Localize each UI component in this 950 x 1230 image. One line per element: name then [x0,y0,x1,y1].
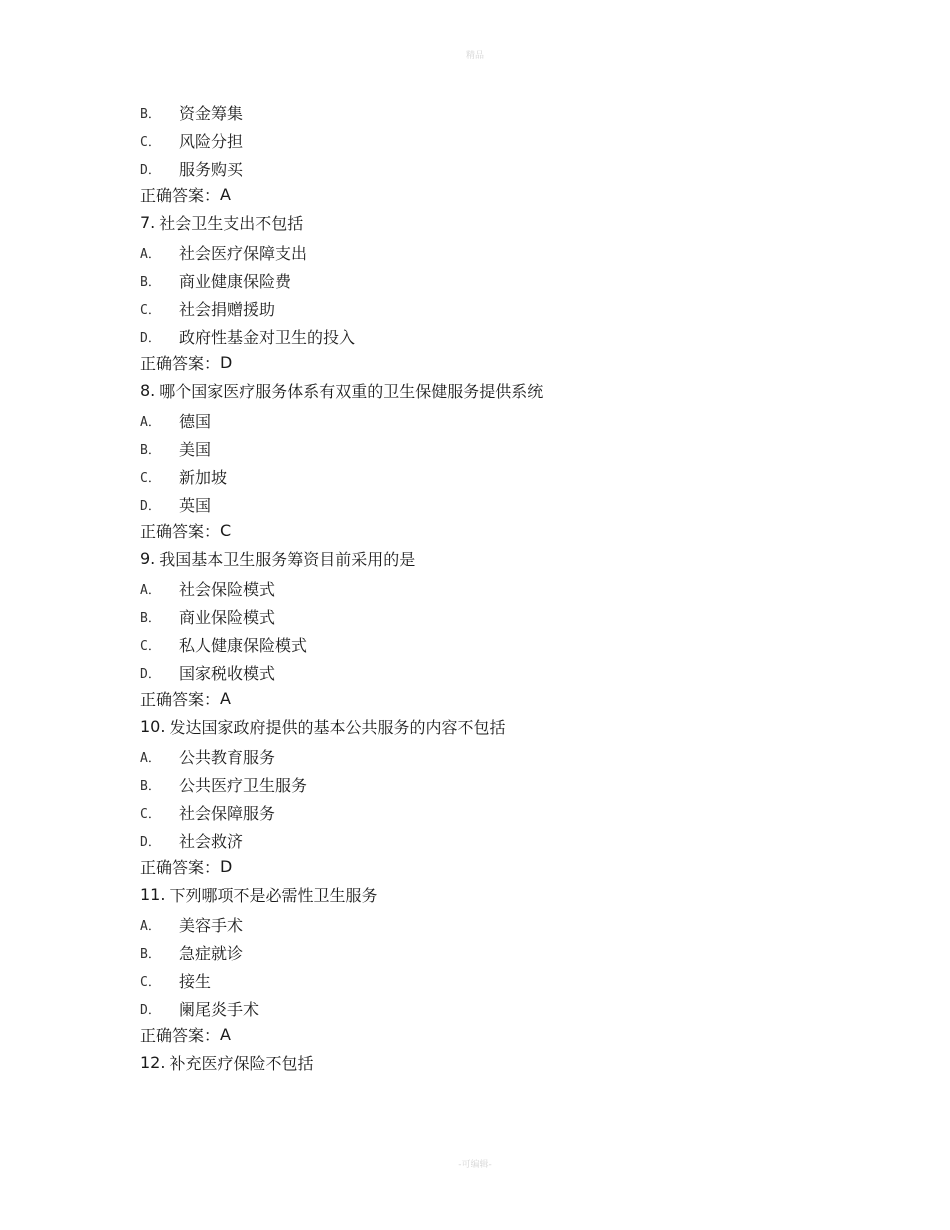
option-letter: B． [140,274,161,290]
question-number: 11. [140,884,166,904]
answer-value: C [220,520,232,540]
option-text: 商业保险模式 [179,607,276,627]
question-text: 下列哪项不是必需性卫生服务 [169,885,378,905]
option-item [140,770,840,798]
answer-label: 正确答案： [140,185,221,205]
answer-label: 正确答案： [140,521,221,541]
question-list [140,98,840,1078]
option-item [140,826,840,854]
option-letter: B． [140,610,161,626]
option-item [140,434,840,462]
option-text: 国家税收模式 [179,663,276,683]
option-item [140,462,840,490]
option-letter: C． [140,134,161,150]
question-number: 7. [140,212,156,232]
question-text: 我国基本卫生服务筹资目前采用的是 [159,549,416,569]
option-text: 公共医疗卫生服务 [179,775,308,795]
question-title [140,1046,840,1078]
option-text: 社会保障服务 [179,803,276,823]
option-letter: C． [140,806,161,822]
question-text: 社会卫生支出不包括 [159,213,304,233]
question-title [140,206,840,238]
option-item [140,966,840,994]
option-text: 公共教育服务 [179,747,276,767]
answer-label: 正确答案： [140,353,221,373]
answer-line [140,854,840,878]
option-text: 接生 [179,971,212,991]
option-letter: B． [140,442,161,458]
question-text: 补充医疗保险不包括 [169,1053,314,1073]
question-number: 8. [140,380,156,400]
option-letter: D． [140,834,161,850]
option-text: 社会保险模式 [179,579,276,599]
option-letter: C． [140,470,161,486]
question-text: 发达国家政府提供的基本公共服务的内容不包括 [169,717,506,737]
header-watermark: 精品 [465,51,484,61]
option-text: 英国 [179,495,212,515]
question-text: 哪个国家医疗服务体系有双重的卫生保健服务提供系统 [159,381,544,401]
option-text: 风险分担 [179,131,244,151]
option-letter: D． [140,498,161,514]
option-item [140,294,840,322]
option-letter: B． [140,946,161,962]
option-item [140,154,840,182]
option-text: 急症就诊 [179,943,244,963]
option-letter: A． [140,918,161,934]
option-item [140,266,840,294]
answer-line [140,182,840,206]
option-item [140,574,840,602]
option-letter: C． [140,638,161,654]
footer-watermark: -可编辑- [458,1160,492,1170]
question-title [140,542,840,574]
option-text: 社会救济 [179,831,244,851]
option-text: 政府性基金对卫生的投入 [179,327,356,347]
option-text: 资金筹集 [179,103,244,123]
option-item [140,938,840,966]
option-text: 服务购买 [179,159,244,179]
answer-value: D [220,856,233,876]
option-letter: B． [140,106,161,122]
answer-line [140,686,840,710]
option-letter: A． [140,246,161,262]
option-text: 社会捐赠援助 [179,299,276,319]
option-text: 商业健康保险费 [179,271,292,291]
option-letter: A． [140,414,161,430]
answer-label: 正确答案： [140,1025,221,1045]
option-item [140,742,840,770]
question-title [140,710,840,742]
option-letter: D． [140,162,161,178]
question-title [140,878,840,910]
option-text: 私人健康保险模式 [179,635,308,655]
option-item [140,658,840,686]
option-item [140,602,840,630]
option-letter: A． [140,750,161,766]
option-item [140,994,840,1022]
option-letter: D． [140,1002,161,1018]
option-letter: A． [140,582,161,598]
option-letter: D． [140,666,161,682]
option-letter: C． [140,974,161,990]
answer-value: A [220,1024,231,1044]
option-item [140,798,840,826]
answer-label: 正确答案： [140,857,221,877]
option-text: 新加坡 [179,467,228,487]
option-item [140,98,840,126]
option-item [140,910,840,938]
option-item [140,630,840,658]
question-title [140,374,840,406]
option-letter: D． [140,330,161,346]
option-text: 社会医疗保障支出 [179,243,308,263]
option-item [140,238,840,266]
answer-label: 正确答案： [140,689,221,709]
option-item [140,126,840,154]
option-letter: C． [140,302,161,318]
question-number: 10. [140,716,166,736]
option-item [140,322,840,350]
answer-value: A [220,688,231,708]
answer-line [140,1022,840,1046]
question-number: 12. [140,1052,166,1072]
answer-line [140,350,840,374]
answer-line [140,518,840,542]
option-text: 美容手术 [179,915,244,935]
option-text: 美国 [179,439,212,459]
answer-value: A [220,184,231,204]
option-letter: B． [140,778,161,794]
option-item [140,490,840,518]
option-text: 阑尾炎手术 [179,999,260,1019]
option-text: 德国 [179,411,212,431]
answer-value: D [220,352,233,372]
question-number: 9. [140,548,156,568]
option-item [140,406,840,434]
